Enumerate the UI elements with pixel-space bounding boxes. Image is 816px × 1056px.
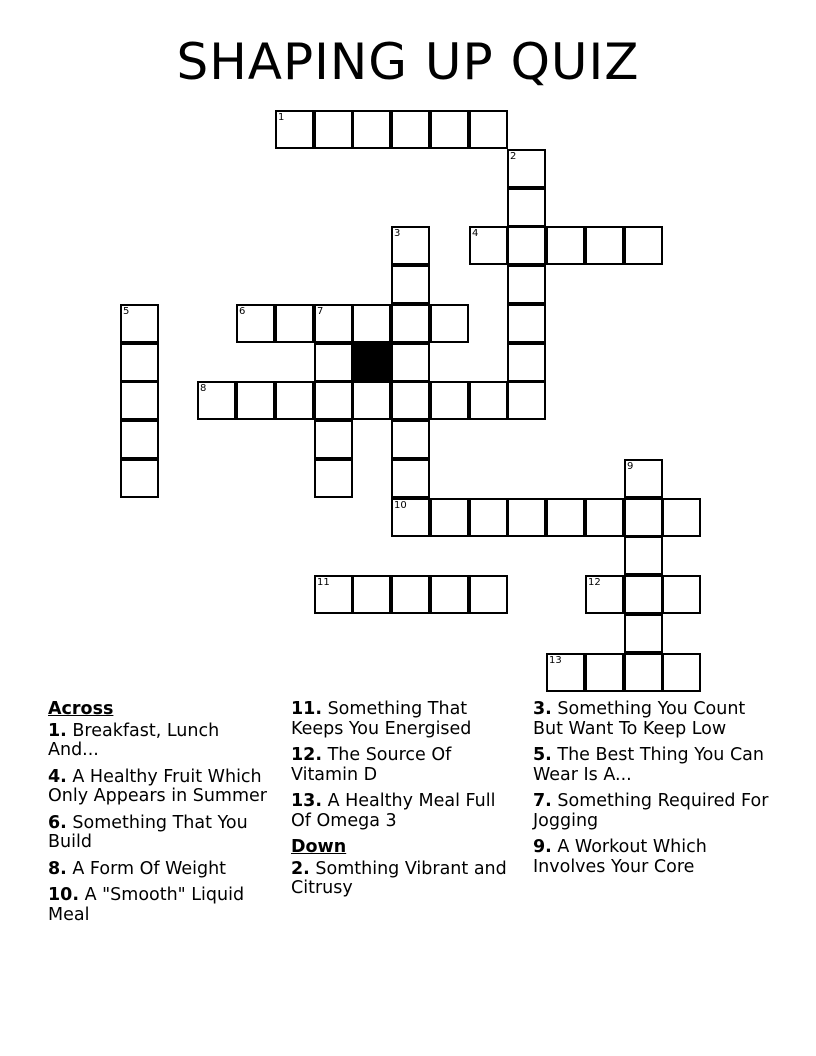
clue-text: Something That Keeps You Energised [291, 699, 472, 739]
crossword-cell[interactable] [391, 343, 430, 382]
crossword-cell[interactable] [469, 226, 508, 265]
clue-number-label: 10 [394, 500, 407, 511]
crossword-cell[interactable] [391, 575, 430, 614]
clue-item [291, 860, 516, 899]
crossword-cell[interactable] [507, 226, 546, 265]
crossword-block-cell [352, 343, 391, 382]
crossword-cell[interactable] [197, 381, 236, 420]
crossword-cell[interactable] [391, 459, 430, 498]
crossword-cell[interactable] [314, 304, 353, 343]
clue-item [533, 700, 773, 739]
crossword-cell[interactable] [314, 459, 353, 498]
crossword-cell[interactable] [507, 149, 546, 188]
clue-number: 8. [48, 858, 67, 879]
clue-text: A Healthy Fruit Which Only Appears in Summer [48, 766, 267, 806]
crossword-cell[interactable] [120, 304, 159, 343]
clue-item [48, 886, 273, 925]
crossword-cell[interactable] [585, 653, 624, 692]
crossword-cell[interactable] [585, 575, 624, 614]
crossword-cell[interactable] [469, 381, 508, 420]
clue-item [533, 838, 773, 877]
crossword-cell[interactable] [275, 381, 314, 420]
clue-item [291, 746, 516, 785]
crossword-cell[interactable] [507, 498, 546, 537]
clue-number: 2. [291, 858, 310, 879]
crossword-cell[interactable] [662, 498, 701, 537]
crossword-cell[interactable] [430, 575, 469, 614]
crossword-cell[interactable] [430, 381, 469, 420]
crossword-cell[interactable] [391, 265, 430, 304]
clue-number: 6. [48, 812, 67, 833]
crossword-cell[interactable] [391, 498, 430, 537]
clue-number: 3. [533, 699, 552, 719]
clue-text: The Best Thing You Can Wear Is A... [533, 745, 764, 785]
clue-number: 10. [48, 885, 80, 905]
crossword-cell[interactable] [120, 381, 159, 420]
clue-item [48, 860, 273, 880]
clue-text: Something That You Build [48, 812, 248, 852]
crossword-cell[interactable] [624, 459, 663, 498]
crossword-cell[interactable] [430, 304, 469, 343]
clue-number-label: 11 [317, 577, 330, 588]
clue-number: 9. [533, 837, 552, 857]
crossword-cell[interactable] [507, 343, 546, 382]
clue-number-label: 8 [200, 383, 207, 394]
clue-text: A Form Of Weight [66, 858, 227, 879]
crossword-cell[interactable] [275, 110, 314, 149]
crossword-cell[interactable] [624, 498, 663, 537]
clue-item [291, 792, 516, 831]
crossword-cell[interactable] [314, 343, 353, 382]
clue-text: Somthing Vibrant and Citrusy [291, 858, 507, 898]
clue-number-label: 3 [394, 228, 401, 239]
clue-item [48, 814, 273, 853]
clue-number: 5. [533, 745, 552, 765]
crossword-cell[interactable] [507, 188, 546, 227]
crossword-cell[interactable] [314, 381, 353, 420]
crossword-cell[interactable] [120, 459, 159, 498]
crossword-cell[interactable] [662, 575, 701, 614]
crossword-cell[interactable] [546, 498, 585, 537]
crossword-cell[interactable] [469, 575, 508, 614]
crossword-cell[interactable] [624, 653, 663, 692]
crossword-cell[interactable] [314, 575, 353, 614]
clue-number-label: 9 [627, 461, 634, 472]
clue-number-label: 13 [549, 655, 562, 666]
clue-text: A Workout Which Involves Your Core [533, 837, 707, 877]
crossword-cell[interactable] [314, 420, 353, 459]
crossword-cell[interactable] [624, 536, 663, 575]
crossword-cell[interactable] [430, 110, 469, 149]
crossword-cell[interactable] [585, 498, 624, 537]
clue-item [533, 792, 773, 831]
clue-number-label: 7 [317, 306, 324, 317]
crossword-cell[interactable] [352, 110, 391, 149]
crossword-cell[interactable] [391, 381, 430, 420]
crossword-cell[interactable] [391, 110, 430, 149]
crossword-cell[interactable] [236, 381, 275, 420]
crossword-cell[interactable] [546, 653, 585, 692]
clue-number-label: 5 [123, 306, 130, 317]
clue-section-header: Down [291, 837, 347, 857]
crossword-cell[interactable] [507, 304, 546, 343]
crossword-cell[interactable] [391, 420, 430, 459]
crossword-cell[interactable] [314, 110, 353, 149]
clue-column-3 [533, 700, 773, 884]
crossword-cell[interactable] [352, 381, 391, 420]
clue-number: 11. [291, 699, 323, 719]
clue-number-label: 1 [278, 112, 285, 123]
clue-number-label: 12 [588, 577, 601, 588]
clue-text: The Source Of Vitamin D [291, 745, 452, 785]
clue-text: Something You Count But Want To Keep Low [533, 699, 746, 739]
page-title: SHAPING UP QUIZ [176, 33, 640, 91]
crossword-cell[interactable] [662, 653, 701, 692]
clue-item [48, 768, 273, 807]
clue-number-label: 4 [472, 228, 479, 239]
clue-number: 7. [533, 791, 552, 811]
clue-column-2 [291, 700, 516, 906]
crossword-cell[interactable] [507, 381, 546, 420]
crossword-cell[interactable] [546, 226, 585, 265]
clue-number-label: 6 [239, 306, 246, 317]
crossword-cell[interactable] [236, 304, 275, 343]
clue-number-label: 2 [510, 151, 517, 162]
crossword-cell[interactable] [275, 304, 314, 343]
crossword-cell[interactable] [391, 226, 430, 265]
clue-item [533, 746, 773, 785]
crossword-cell[interactable] [624, 614, 663, 653]
crossword-cell[interactable] [120, 420, 159, 459]
crossword-cell[interactable] [507, 265, 546, 304]
clue-column-1 [48, 700, 273, 932]
clue-number: 12. [291, 745, 323, 765]
crossword-cell[interactable] [391, 304, 430, 343]
clue-text: Something Required For Jogging [533, 791, 769, 831]
clue-text: Breakfast, Lunch And... [48, 720, 220, 760]
clue-number: 4. [48, 766, 67, 787]
clue-number: 13. [291, 791, 323, 811]
crossword-cell[interactable] [120, 343, 159, 382]
clue-section-header: Across [48, 699, 114, 719]
clue-number: 1. [48, 720, 67, 741]
crossword-cell[interactable] [585, 226, 624, 265]
crossword-cell[interactable] [352, 304, 391, 343]
crossword-cell[interactable] [624, 575, 663, 614]
clue-text: A "Smooth" Liquid Meal [48, 885, 245, 925]
clue-item [48, 722, 273, 761]
clue-item [291, 700, 516, 739]
crossword-cell[interactable] [430, 498, 469, 537]
crossword-cell[interactable] [469, 498, 508, 537]
crossword-cell[interactable] [352, 575, 391, 614]
crossword-cell[interactable] [624, 226, 663, 265]
clue-text: A Healthy Meal Full Of Omega 3 [291, 791, 496, 831]
crossword-cell[interactable] [469, 110, 508, 149]
